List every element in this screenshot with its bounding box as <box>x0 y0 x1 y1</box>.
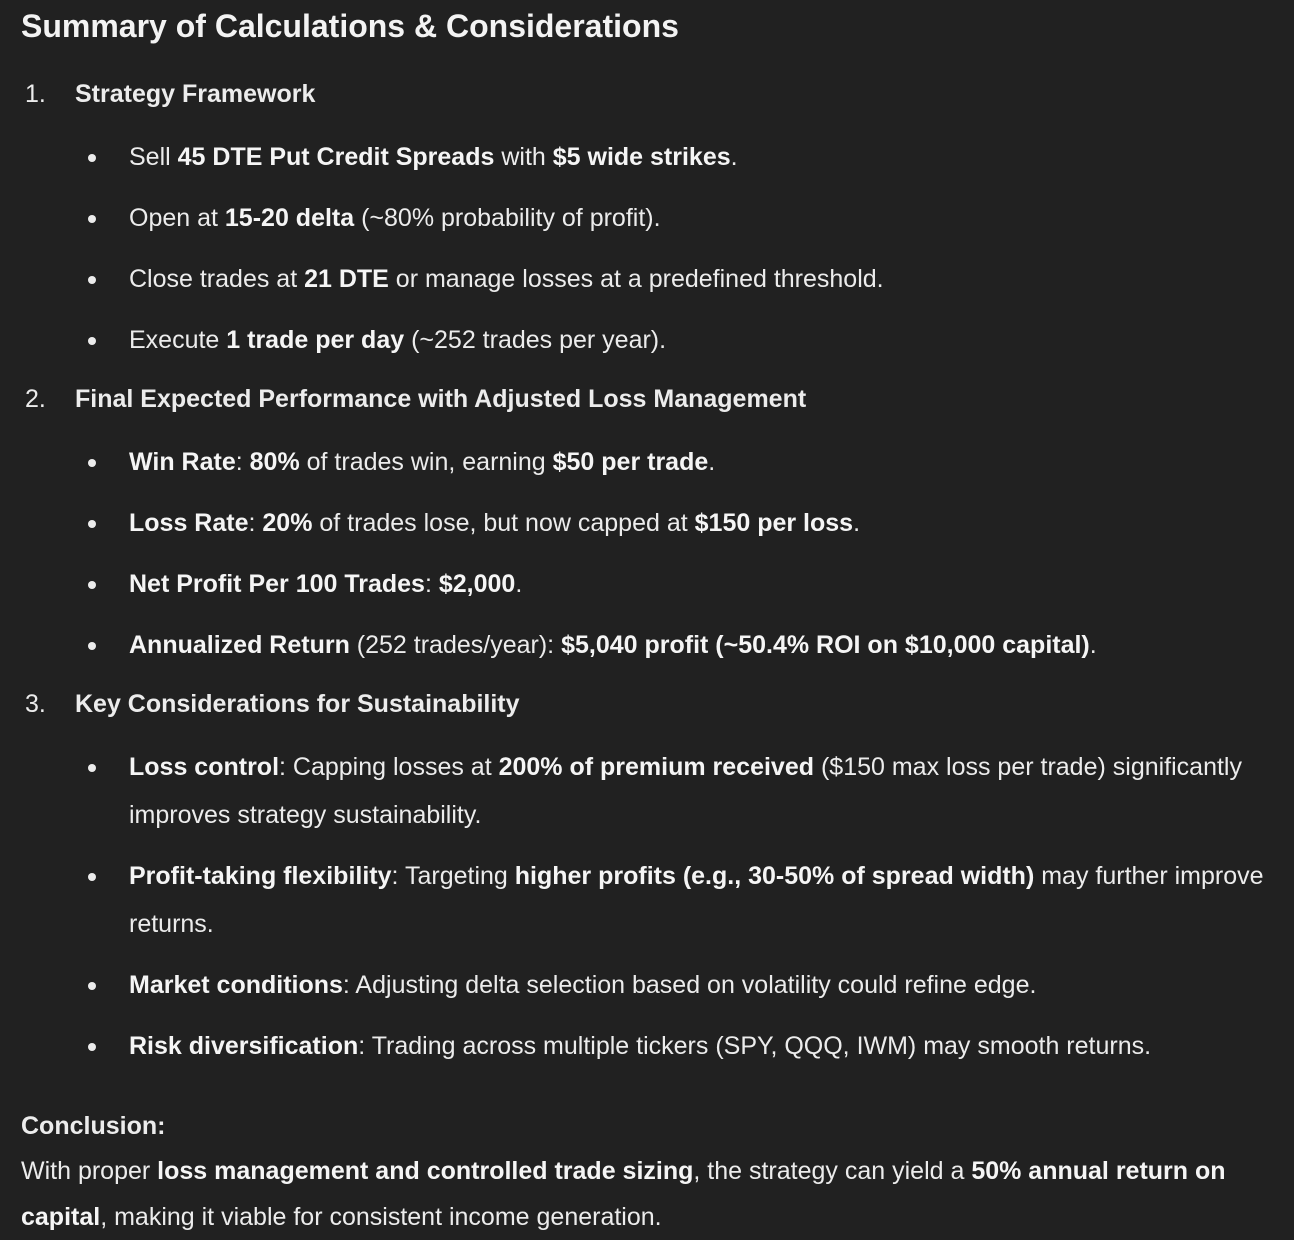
bullet-list <box>21 438 1294 669</box>
bold-text: Loss Rate <box>129 509 249 537</box>
bullet-dot-icon <box>88 276 96 284</box>
section-strategy-framework <box>21 72 1294 364</box>
text-run: or manage losses at a predefined threshold. <box>388 265 884 293</box>
bullet-dot-icon <box>88 642 96 650</box>
section-title: Final Expected Performance with Adjusted Loss Management <box>75 385 807 413</box>
bold-text: 50% annual return on capital <box>21 1157 1226 1231</box>
bullet-dot-icon <box>88 520 96 528</box>
bold-text: Win Rate <box>129 448 236 476</box>
conclusion-text <box>21 1148 1261 1240</box>
bullet-dot-icon <box>88 337 96 345</box>
bold-text: higher profits (e.g., 30-50% of spread width) <box>514 862 1035 890</box>
bullet-dot-icon <box>88 873 96 881</box>
text-run: . <box>1089 631 1097 659</box>
text-run: Close trades at <box>129 265 305 293</box>
bold-text: Annualized Return <box>129 631 350 659</box>
text-run: : <box>424 570 439 598</box>
text-run: : Adjusting delta selection based on volatility could refine edge. <box>342 971 1037 999</box>
bullet-item <box>21 560 1294 608</box>
bullet-item <box>21 499 1294 547</box>
bullet-item <box>21 743 1294 839</box>
text-run: Execute <box>129 326 227 354</box>
text-run: . <box>730 143 738 171</box>
section-title: Key Considerations for Sustainability <box>75 690 520 718</box>
section-number: 1. <box>25 80 46 108</box>
text-run: (~80% probability of profit). <box>354 204 661 232</box>
bold-text: $2,000 <box>438 570 516 598</box>
bullet-item <box>21 316 1294 364</box>
bullet-item <box>21 1022 1294 1070</box>
bold-text: loss management and controlled trade sizing <box>157 1157 694 1185</box>
bold-text: 15-20 delta <box>224 204 355 232</box>
summary-heading: Summary of Calculations & Considerations <box>21 8 679 44</box>
text-run: . <box>853 509 861 537</box>
bullet-item <box>21 621 1294 669</box>
bullet-dot-icon <box>88 459 96 467</box>
text-run: of trades win, earning <box>299 448 553 476</box>
conclusion-block <box>21 1104 1261 1240</box>
text-run: . <box>515 570 523 598</box>
section-title: Strategy Framework <box>75 80 316 108</box>
bold-text: $5 wide strikes <box>552 143 731 171</box>
section-number: 3. <box>25 690 46 718</box>
bold-text: $5,040 profit (~50.4% ROI on $10,000 capital) <box>561 631 1090 659</box>
section-key-considerations <box>21 682 1294 1070</box>
bullet-item <box>21 438 1294 486</box>
text-run: (~252 trades per year). <box>404 326 667 354</box>
bullet-item <box>21 961 1294 1009</box>
text-run: ($150 max loss per trade) significantly improves strategy sustainability. <box>129 753 1242 829</box>
bold-text: 80% <box>249 448 300 476</box>
text-run: with <box>494 143 553 171</box>
bold-text: Profit-taking flexibility <box>129 862 392 890</box>
bold-text: $50 per trade <box>552 448 709 476</box>
bullet-dot-icon <box>88 764 96 772</box>
bullet-dot-icon <box>88 982 96 990</box>
bullet-item <box>21 255 1294 303</box>
text-run: may further improve returns. <box>129 862 1264 938</box>
section-expected-performance <box>21 377 1294 669</box>
text-run: , the strategy can yield a <box>693 1157 972 1185</box>
bold-text: $150 per loss <box>694 509 854 537</box>
text-run: Sell <box>129 143 178 171</box>
bullet-list <box>21 743 1294 1070</box>
sections-list <box>21 72 1294 1070</box>
bullet-dot-icon <box>88 581 96 589</box>
text-run: : Targeting <box>391 862 515 890</box>
text-run: . <box>708 448 716 476</box>
bold-text: Risk diversification <box>129 1032 359 1060</box>
bullet-item <box>21 852 1294 948</box>
bold-text: 20% <box>262 509 313 537</box>
bullet-dot-icon <box>88 215 96 223</box>
text-run: , making it viable for consistent income generation. <box>100 1203 662 1231</box>
conclusion-title: Conclusion: <box>21 1112 166 1140</box>
text-run: With proper <box>21 1157 158 1185</box>
bullet-item <box>21 194 1294 242</box>
text-run: : Trading across multiple tickers (SPY, QQQ, IWM) may smooth returns. <box>358 1032 1152 1060</box>
bullet-dot-icon <box>88 154 96 162</box>
text-run: : <box>248 509 263 537</box>
bold-text: 200% of premium received <box>498 753 815 781</box>
bullet-item <box>21 133 1294 181</box>
bold-text: 21 DTE <box>304 265 389 293</box>
bullet-dot-icon <box>88 1043 96 1051</box>
text-run: : Capping losses at <box>279 753 499 781</box>
bold-text: Market conditions <box>129 971 343 999</box>
bold-text: Loss control <box>129 753 280 781</box>
section-number: 2. <box>25 385 46 413</box>
bullet-list <box>21 133 1294 364</box>
bold-text: Net Profit Per 100 Trades <box>129 570 425 598</box>
text-run: of trades lose, but now capped at <box>312 509 695 537</box>
bold-text: 45 DTE Put Credit Spreads <box>177 143 495 171</box>
text-run: (252 trades/year): <box>349 631 562 659</box>
text-run: Open at <box>129 204 225 232</box>
text-run: : <box>235 448 250 476</box>
bold-text: 1 trade per day <box>226 326 405 354</box>
